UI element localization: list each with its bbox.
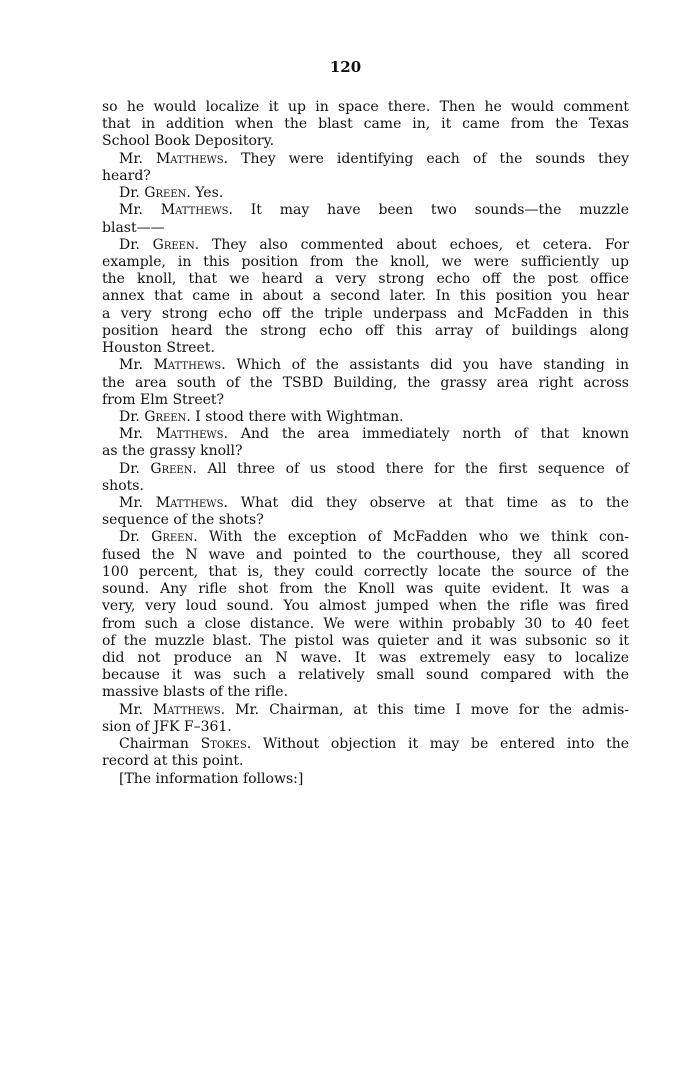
line-text: record at this point. (102, 753, 244, 770)
paragraph (102, 736, 629, 770)
text-line (102, 133, 629, 150)
line-text: annex that came in about a second later. In this position you hear (102, 288, 629, 305)
text-line (102, 478, 629, 495)
text-line (102, 633, 629, 650)
text-line: Mr. Matthews. What did they observe at that time as to the (119, 495, 629, 512)
speaker-title: Mr. (119, 202, 143, 219)
speaker-name: Green (144, 185, 187, 202)
line-text: very, very loud sound. You almost jumped when the rifle was fired (102, 598, 629, 615)
line-text: 100 percent, that is, they could correctly locate the source of the (102, 563, 629, 580)
speaker-title: Mr. (119, 495, 143, 512)
speaker-title: Dr. (119, 408, 140, 425)
text-line (102, 288, 629, 305)
text-line (102, 392, 629, 409)
speaker-name: Green (150, 460, 193, 477)
text-line: Dr. Green. They also commented about echoes, et cetera. For (119, 236, 629, 253)
text-line (102, 375, 629, 392)
speaker-name: Green (151, 529, 194, 546)
line-text: the knoll, that we heard a very strong echo off the post office (102, 271, 629, 288)
speaker-title: Dr. (119, 185, 140, 202)
line-text: Without objection it may be entered into the (262, 736, 629, 753)
page-number: 120 (329, 58, 362, 76)
speaker-name: Matthews (155, 495, 224, 512)
speaker-title: Mr. (119, 357, 143, 374)
text-line (102, 719, 629, 736)
line-text: They also commented about echoes, et cetera. For (211, 236, 629, 253)
line-text: sound. Any rifle shot from the Knoll was quite evident. It was a (102, 581, 629, 598)
text-line (102, 271, 629, 288)
line-text: from Elm Street? (102, 391, 225, 408)
text-line (102, 616, 629, 633)
text-line (102, 323, 629, 340)
text-line (102, 547, 629, 564)
paragraph (102, 409, 629, 426)
text-line: Dr. Green. I stood there with Wightman. (119, 408, 404, 425)
text-line (102, 667, 629, 684)
text-line: Dr. Green. Yes. (119, 185, 224, 202)
text-line (102, 598, 629, 615)
text-line (102, 220, 629, 237)
text-line (102, 581, 629, 598)
line-text: With the exception of McFadden who we think con- (209, 529, 630, 546)
text-line (102, 340, 629, 357)
speaker-title: Dr. (119, 460, 140, 477)
speaker-title: Dr. (119, 236, 140, 253)
speaker-title: Mr. (119, 701, 143, 718)
paragraph (102, 237, 629, 358)
line-text: Mr. Chairman, at this time I move for the admis- (235, 701, 630, 718)
text-line: Mr. Matthews. They were identifying each of the sounds they (119, 150, 630, 167)
line-text: Which of the assistants did you have standing in (236, 357, 629, 374)
text-line (102, 116, 629, 133)
transcript-body (102, 99, 629, 788)
speaker-name: Matthews (152, 701, 221, 718)
speaker-name: Matthews (155, 150, 224, 167)
paragraph (102, 99, 629, 151)
speaker-name: Green (152, 236, 195, 253)
paragraph (102, 495, 629, 529)
line-text: sion of JFK F–361. (102, 718, 232, 735)
text-line (102, 306, 629, 323)
line-text: shots. (102, 477, 144, 494)
paragraph (102, 185, 629, 202)
line-text: as the grassy knoll? (102, 443, 243, 460)
line-text: because it was such a relatively small sound compared with the (102, 667, 629, 684)
text-line: Mr. Matthews. Mr. Chairman, at this time I move for the admis- (119, 701, 630, 718)
line-text: blast—— (102, 219, 165, 236)
line-text: [The information follows:] (119, 770, 304, 787)
line-text: massive blasts of the rifle. (102, 684, 289, 701)
line-text: example, in this position from the knoll, we were sufficiently up (102, 253, 629, 270)
text-line (102, 168, 629, 185)
paragraph (102, 771, 629, 788)
paragraph (102, 461, 629, 495)
line-text: did not produce an N wave. It was extremely easy to localize (102, 650, 629, 666)
line-text: It may have been two sounds—the muzzle (250, 202, 630, 219)
line-text: position heard the strong echo off this array of buildings along (102, 322, 629, 339)
speaker-title: Mr. (119, 426, 143, 443)
speaker-name: Matthews (155, 426, 224, 443)
text-line: Mr. Matthews. Which of the assistants did you have standing in (119, 357, 629, 374)
speaker-title: Mr. (119, 150, 143, 167)
text-line (102, 650, 629, 667)
line-text: heard? (102, 167, 151, 184)
line-text: Houston Street. (102, 340, 215, 357)
line-text: Yes. (195, 185, 224, 202)
text-line (102, 254, 629, 271)
line-text: the area south of the TSBD Building, the grassy area right across (102, 374, 629, 391)
line-text: that in addition when the blast came in, it came from the Texas (102, 116, 629, 133)
text-line: Chairman Stokes. Without objection it may be entered into the (119, 736, 629, 753)
speaker-name: Matthews (160, 202, 229, 219)
line-text: And the area immediately north of that known (240, 426, 630, 443)
speaker-name: Matthews (153, 357, 222, 374)
speaker-title: Dr. (119, 529, 140, 546)
text-line: Dr. Green. With the exception of McFadden who we think con- (119, 529, 630, 546)
text-line (102, 771, 629, 788)
line-text: so he would localize it up in space there. Then he would comment (102, 99, 629, 115)
text-line (102, 684, 629, 701)
text-line (102, 443, 629, 460)
text-line: Mr. Matthews. It may have been two sounds—the muzzle (119, 202, 630, 219)
paragraph (102, 357, 629, 409)
text-line (102, 564, 629, 581)
speaker-title: Chairman (119, 736, 189, 753)
line-text: They were identifying each of the sounds they (241, 150, 630, 167)
line-text: from such a close distance. We were within probably 30 to 40 feet (102, 615, 629, 632)
line-text: sequence of the shots? (102, 512, 264, 529)
line-text: a very strong echo off the triple underpass and McFadden in this (102, 305, 629, 322)
line-text: School Book Depository. (102, 133, 275, 150)
text-line (102, 512, 629, 529)
paragraph (102, 702, 629, 736)
speaker-name: Green (144, 408, 187, 425)
text-line: Mr. Matthews. And the area immediately north of that known (119, 426, 630, 443)
speaker-name: Stokes (200, 736, 247, 753)
paragraph (102, 529, 629, 701)
text-line (102, 99, 629, 116)
line-text: All three of us stood there for the first sequence of (207, 460, 629, 477)
line-text: fused the N wave and pointed to the courthouse, they all scored (102, 546, 629, 563)
paragraph (102, 426, 629, 460)
line-text: I stood there with Wightman. (195, 408, 404, 425)
paragraph (102, 202, 629, 236)
line-text: of the muzzle blast. The pistol was quieter and it was subsonic so it (102, 632, 629, 649)
paragraph (102, 151, 629, 185)
text-line (102, 753, 629, 770)
line-text: What did they observe at that time as to the (240, 495, 629, 512)
text-line: Dr. Green. All three of us stood there for the first sequence of (119, 460, 629, 477)
